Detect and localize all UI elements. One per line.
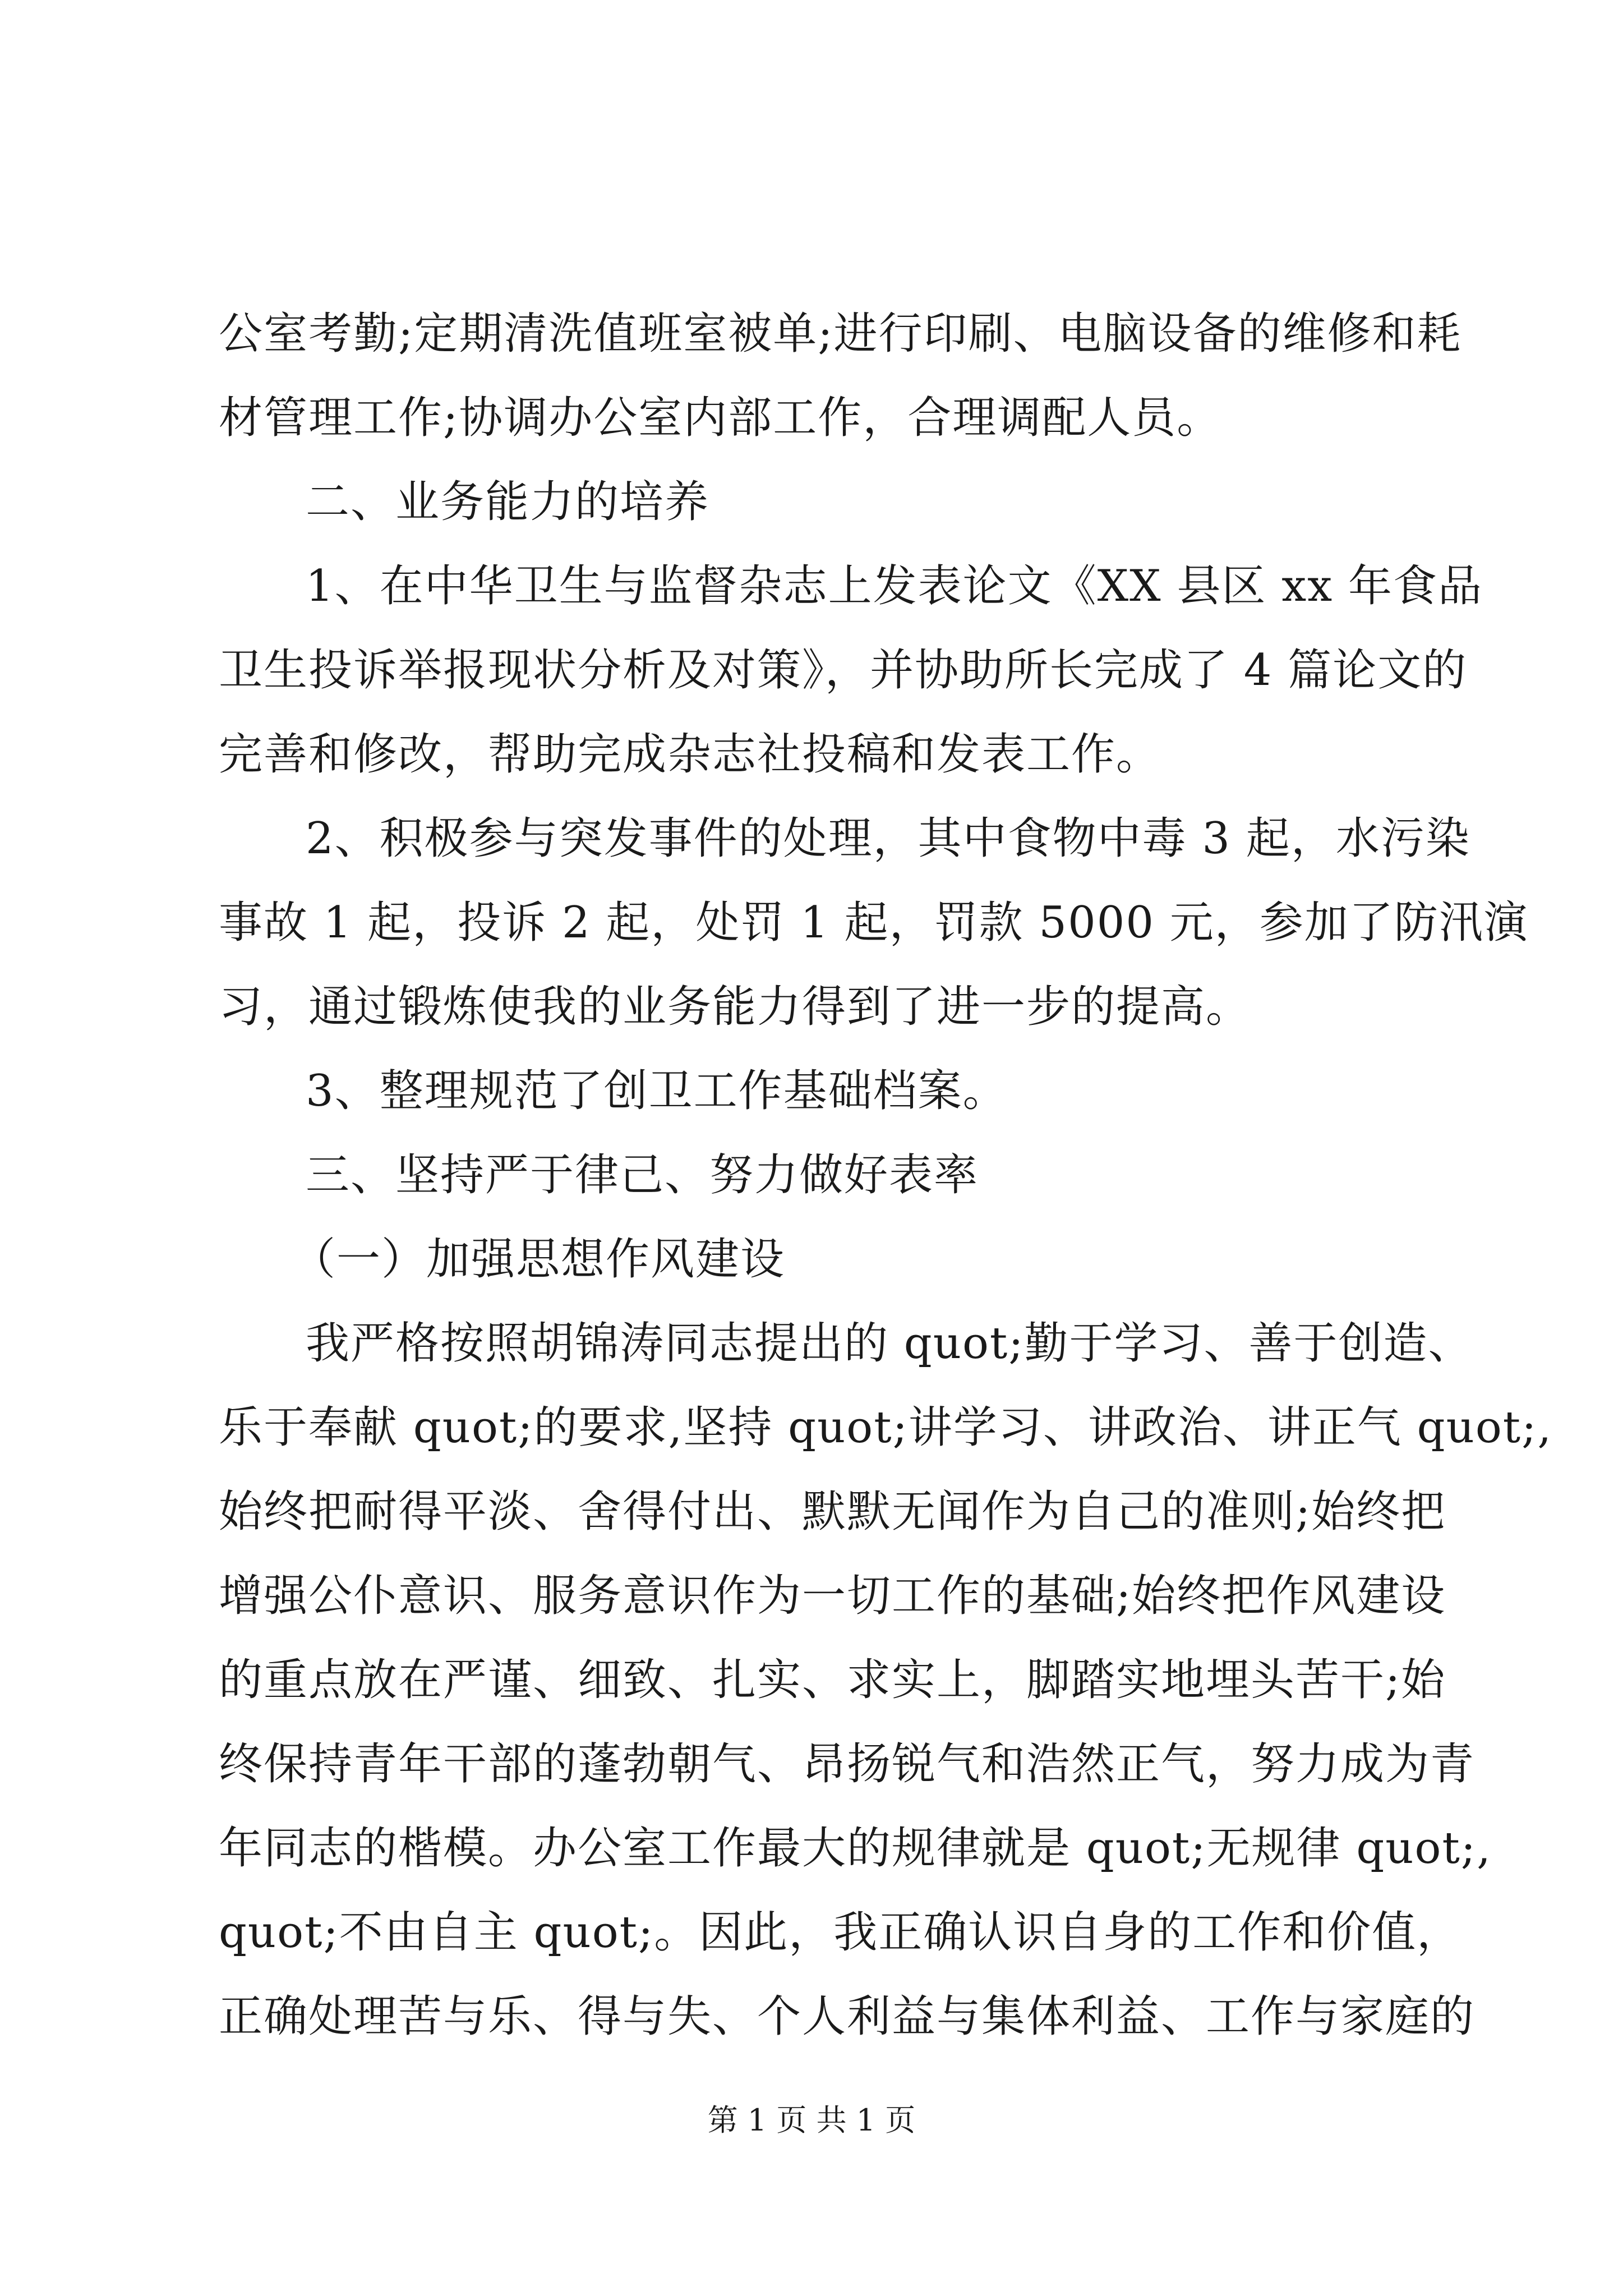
body-line-2: 材管理工作;协调办公室内部工作，合理调配人员。 [219, 393, 1222, 443]
subsection-heading-1: （一）加强思想作风建设 [292, 1234, 786, 1285]
section-heading-3: 三、坚持严于律己、努力做好表率 [306, 1150, 979, 1200]
body-line-17: 的重点放在严谨、细致、扎实、求实上，脚踏实地埋头苦干;始 [219, 1655, 1446, 1705]
body-line-14: 乐于奉献 quot;的要求,坚持 quot;讲学习、讲政治、讲正气 quot;, [219, 1402, 1553, 1453]
body-line-9: 习，通过锻炼使我的业务能力得到了进一步的提高。 [219, 982, 1251, 1032]
page-footer: 第 1 页 共 1 页 [707, 2102, 916, 2138]
body-line-6: 完善和修改，帮助完成杂志社投稿和发表工作。 [219, 729, 1161, 780]
body-line-19: 年同志的楷模。办公室工作最大的规律就是 quot;无规律 quot;, [219, 1823, 1492, 1874]
body-line-21: 正确处理苦与乐、得与失、个人利益与集体利益、工作与家庭的 [219, 1991, 1476, 2042]
body-line-16: 增强公仆意识、服务意识作为一切工作的基础;始终把作风建设 [219, 1571, 1446, 1621]
body-line-1: 公室考勤;定期清洗值班室被单;进行印刷、电脑设备的维修和耗 [219, 309, 1462, 359]
body-line-5: 卫生投诉举报现状分析及对策》，并协助所长完成了 4 篇论文的 [219, 645, 1468, 696]
body-line-18: 终保持青年干部的蓬勃朝气、昂扬锐气和浩然正气，努力成为青 [219, 1739, 1476, 1789]
body-line-15: 始终把耐得平淡、舍得付出、默默无闻作为自己的准则;始终把 [219, 1487, 1446, 1537]
body-line-10: 3、整理规范了创卫工作基础档案。 [306, 1066, 1008, 1116]
body-line-13: 我严格按照胡锦涛同志提出的 quot;勤于学习、善于创造、 [306, 1318, 1473, 1369]
body-line-7: 2、积极参与突发事件的处理，其中食物中毒 3 起，水污染 [306, 813, 1470, 864]
body-line-20: quot;不由自主 quot;。因此，我正确认识自身的工作和价值， [219, 1907, 1462, 1958]
body-line-8: 事故 1 起，投诉 2 起，处罚 1 起，罚款 5000 元，参加了防汛演 [219, 898, 1529, 948]
section-heading-2: 二、业务能力的培养 [306, 477, 710, 527]
body-line-4: 1、在中华卫生与监督杂志上发表论文《XX 县区 xx 年食品 [306, 561, 1483, 611]
